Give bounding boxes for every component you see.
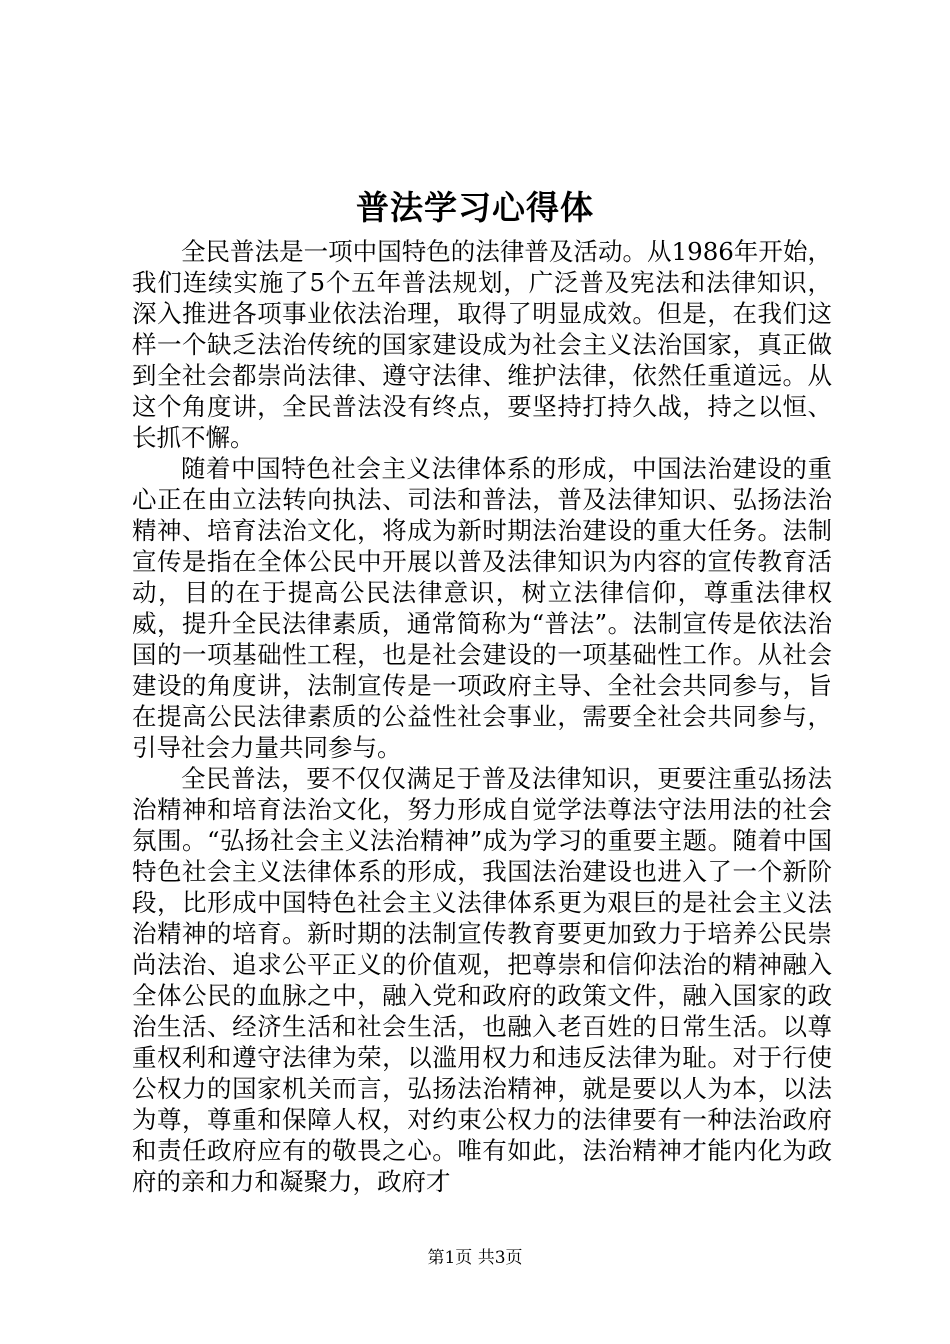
page-total: 共3页 <box>477 1248 523 1268</box>
paragraph-2: 随着中国特色社会主义法律体系的形成，中国法治建设的重心正在由立法转向执法、司法和普法，普及法律知识、弘扬法治精神、培育法治文化，将成为新时期法治建设的重大任务。法制宣传是指在全体公民中开展以普及法律知识为内容的宣传教育活动，目的在于提高公民法律意识，树立法律信仰，尊重法律权威，提升全民法律素质，通常简称为“普法”。法制宣传是依法治国的一项基础性工程，也是社会建设的一项基础性工作。从社会建设的角度讲，法制宣传是一项政府主导、全社会共同参与，旨在提高公民法律素质的公益性社会事业，需要全社会共同参与，引导社会力量共同参与。 <box>132 454 832 762</box>
paragraph-3: 全民普法，要不仅仅满足于普及法律知识，更要注重弘扬法治精神和培育法治文化，努力形成自觉学法尊法守法用法的社会氛围。“弘扬社会主义法治精神”成为学习的重要主题。随着中国特色社会主义法律体系的形成，我国法治建设也进入了一个新阶段，比形成中国特色社会主义法律体系更为艰巨的是社会主义法治精神的培育。新时期的法制宣传教育要更加致力于培养公民崇尚法治、追求公平正义的价值观，把尊崇和信仰法治的精神融入全体公民的血脉之中，融入党和政府的政策文件，融入国家的政治生活、经济生活和社会生活，也融入老百姓的日常生活。以尊重权利和遵守法律为荣，以滥用权力和违反法律为耻。对于行使公权力的国家机关而言，弘扬法治精神，就是要以人为本，以法为尊，尊重和保障人权，对约束公权力的法律要有一种法治政府和责任政府应有的敬畏之心。唯有如此，法治精神才能内化为政府的亲和力和凝聚力，政府才 <box>132 764 832 1196</box>
page-footer <box>0 1246 950 1270</box>
document-title: 普法学习心得体 <box>356 188 594 227</box>
document-body <box>132 236 832 1197</box>
paragraph-1: 全民普法是一项中国特色的法律普及活动。从1986年开始，我们连续实施了5个五年普法规划，广泛普及宪法和法律知识，深入推进各项事业依法治理，取得了明显成效。但是，在我们这样一个缺乏法治传统的国家建设成为社会主义法治国家，真正做到全社会都崇尚法律、遵守法律、维护法律，依然任重道远。从这个角度讲，全民普法没有终点，要坚持打持久战，持之以恒、长抓不懈。 <box>132 237 832 452</box>
page-number: 第1页 <box>427 1248 473 1268</box>
